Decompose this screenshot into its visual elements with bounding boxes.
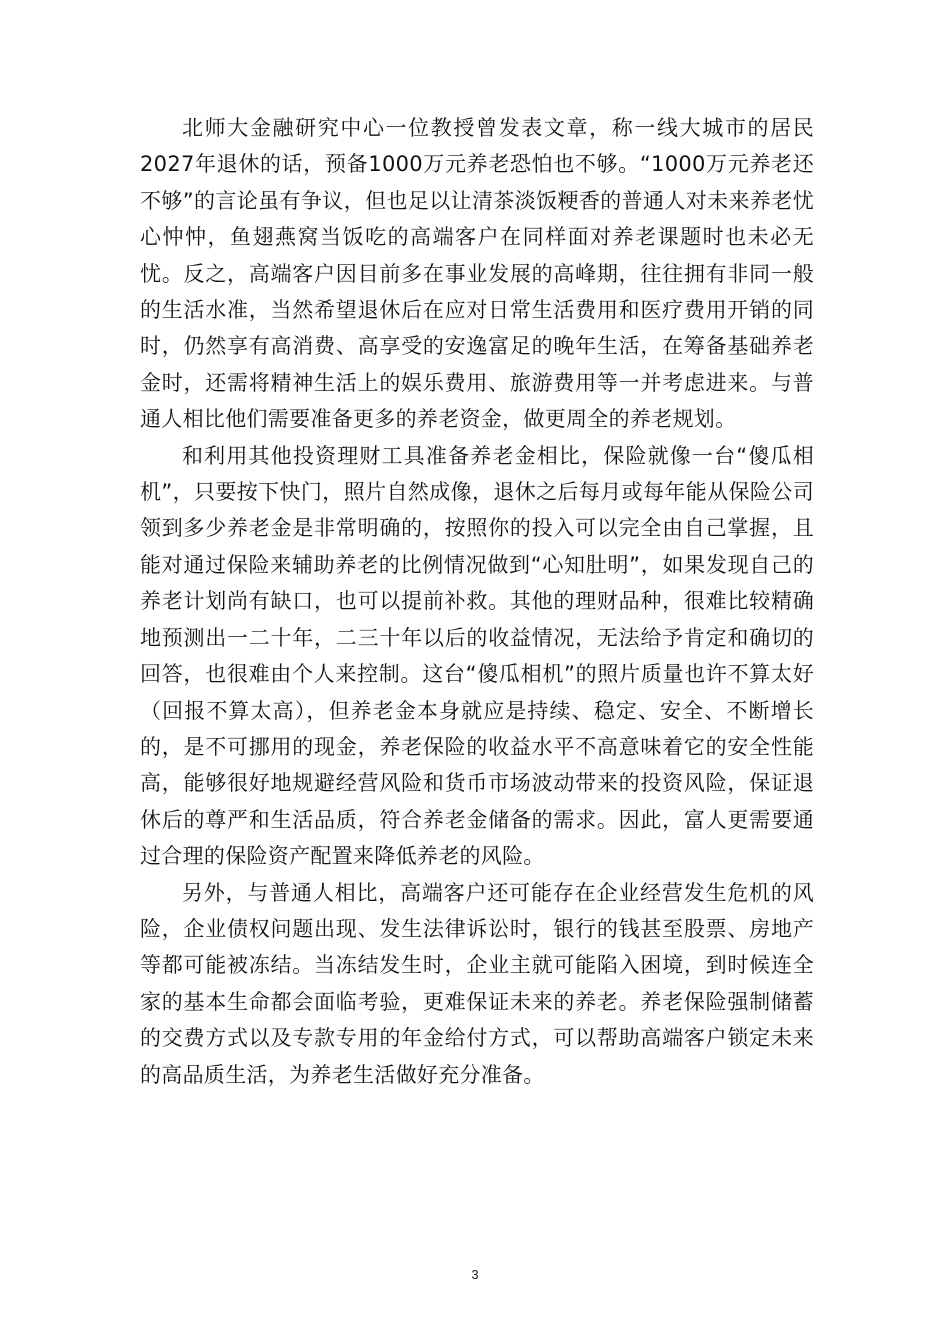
paragraph-2: 和利用其他投资理财工具准备养老金相比，保险就像一台“傻瓜相机”，只要按下快门，照片自然成像，退休之后每月或每年能从保险公司领到多少养老金是非常明确的，按照你的投入可以完全由自己掌握，且能对通过保险来辅助养老的比例情况做到“心知肚明”，如果发现自己的养老计划尚有缺口，也可以提前补救。其他的理财品种，很难比较精确地预测出一二十年，二三十年以后的收益情况，无法给予肯定和确切的回答，也很难由个人来控制。这台“傻瓜相机”的照片质量也许不算太好（回报不算太高），但养老金本身就应是持续、稳定、安全、不断增长的，是不可挪用的现金，养老保险的收益水平不高意味着它的安全性能高，能够很好地规避经营风险和货币市场波动带来的投资风险，保证退休后的尊严和生活品质，符合养老金储备的需求。因此，富人更需要通过合理的保险资产配置来降低养老的风险。 [140,443,814,869]
paragraph-1: 北师大金融研究中心一位教授曾发表文章，称一线大城市的居民2027年退休的话，预备1000万元养老恐怕也不够。“1000万元养老还不够”的言论虽有争议，但也足以让清茶淡饭粳香的普通人对未来养老忧心忡忡，鱼翅燕窝当饭吃的高端客户在同样面对养老课题时也未必无忧。反之，高端客户因目前多在事业发展的高峰期，往往拥有非同一般的生活水准，当然希望退休后在应对日常生活费用和医疗费用开销的同时，仍然享有高消费、高享受的安逸富足的晚年生活，在筹备基础养老金时，还需将精神生活上的娱乐费用、旅游费用等一并考虑进来。与普通人相比他们需要准备更多的养老资金，做更周全的养老规划。 [140,116,814,432]
paragraph-3: 另外，与普通人相比，高端客户还可能存在企业经营发生危机的风险，企业债权问题出现、发生法律诉讼时，银行的钱甚至股票、房地产等都可能被冻结。当冻结发生时，企业主就可能陷入困境，到时候连全家的基本生命都会面临考验，更难保证未来的养老。养老保险强制储蓄的交费方式以及专款专用的年金给付方式，可以帮助高端客户锁定未来的高品质生活，为养老生活做好充分准备。 [140,880,814,1087]
page-number: 3 [471,1267,479,1282]
body-text [140,110,814,1093]
